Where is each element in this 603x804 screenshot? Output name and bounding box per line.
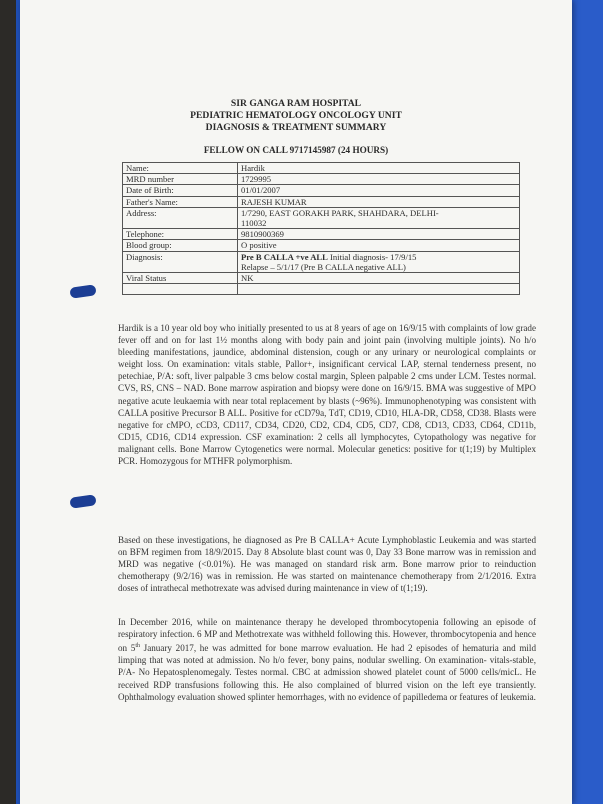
blue-folder — [16, 0, 603, 804]
diagnosis-value — [238, 251, 520, 272]
address-line-1: 1/7290, EAST GORAKH PARK, SHAHDARA, DELHI- — [241, 207, 439, 218]
diagnosis-relapse: Relapse – 5/1/17 (Pre B CALLA negative ALL) — [241, 261, 406, 272]
table-row — [123, 240, 520, 251]
blood-label: Blood group: — [123, 240, 238, 251]
address-value — [238, 207, 520, 228]
patient-info-table — [122, 162, 520, 295]
dob-value: 01/01/2007 — [238, 185, 520, 196]
father-value: RAJESH KUMAR — [238, 196, 520, 207]
name-value: Hardik — [238, 163, 520, 174]
blood-value: O positive — [238, 240, 520, 251]
table-row — [123, 273, 520, 284]
table-row — [123, 251, 520, 272]
address-line-2: 110032 — [241, 218, 267, 229]
punch-hole-bottom — [69, 494, 96, 509]
empty-cell — [123, 284, 238, 295]
father-label: Father's Name: — [123, 196, 238, 207]
table-row — [123, 229, 520, 240]
history-paragraph: Hardik is a 10 year old boy who initially presented to us at 8 years of age on 16/9/15 with complaints of low grade fever off and on for last 1½ months along with body pain and joint pain (involving multiple joints). No h/o bleeding manifestations, jaundice, abdominal distension, cough or any urinary or neurological complaints or weight loss. On examination: vitals stable, Pallor+, insignificant cervical LAP, sternal tenderness present, no petechiae, P/A: soft, liver palpable 3 cms below costal margin, Spleen palpable 2 cms under LCM. Testes normal. CVS, RS, CNS – NAD. Bone marrow aspiration and biopsy were done on 16/9/15. BMA was suggestive of MPO negative acute leukaemia with near total replacement by blasts (~96%). Immunophenotyping was consistent with CALLA positive Precursor B ALL. Positive for cCD79a, TdT, CD19, CD10, HLA-DR, CD58, CD38. Blasts were negative for cMPO, cCD3, CD117, CD34, CD20, CD2, CD4, CD5, CD7, CD8, CD13, CD33, CD64, CD11b, CD15, CD16, CD14 expression. CSF examination: 2 cells all lymphocytes, Cytopathology was negative for malignant cells. Bone Marrow Cytogenetics were normal. Molecular genetics: positive for t(1;19) by Multiplex PCR. Homozygous for MTHFR polymorphism. — [118, 323, 536, 467]
relapse-text-b: January 2017, he was admitted for bone marrow evaluation. He had 2 episodes of hematuria and mild limping that was noted at admission. No h/o fever, bony pains, nodular swelling. On examination- vitals-stable, P/A- No Hepatosplenomegaly. Testes normal. CBC at admission showed platelet count of 5000 cells/micL. He received RDP transfusions following this. He also complained of blurred vision on the left eye transiently. Ophthalmology evaluation showed splinter hemorrhages, with no evidence of papilledema or features of leukemia. — [118, 643, 536, 702]
mrd-value: 1729995 — [238, 174, 520, 185]
table-row — [123, 207, 520, 228]
document-title: DIAGNOSIS & TREATMENT SUMMARY — [205, 122, 387, 133]
phone-label: Telephone: — [123, 229, 238, 240]
name-label: Name: — [123, 163, 238, 174]
table-row — [123, 284, 520, 295]
unit-name: PEDIATRIC HEMATOLOGY ONCOLOGY UNIT — [190, 110, 402, 121]
phone-value: 9810900369 — [238, 229, 520, 240]
punch-hole-top — [69, 284, 96, 299]
relapse-paragraph — [118, 616, 536, 703]
mrd-label: MRD number — [123, 174, 238, 185]
diagnosis-initial: Initial diagnosis- 17/9/15 — [327, 251, 417, 262]
table-row — [123, 163, 520, 174]
document-page — [20, 0, 572, 804]
hospital-name: SIR GANGA RAM HOSPITAL — [230, 98, 362, 109]
dob-label: Date of Birth: — [123, 185, 238, 196]
table-row — [123, 196, 520, 207]
table-row — [123, 174, 520, 185]
diagnosis-main: Pre B CALLA +ve ALL — [241, 251, 328, 262]
viral-label: Viral Status — [123, 273, 238, 284]
empty-cell — [238, 284, 520, 295]
fellow-on-call: FELLOW ON CALL 9717145987 (24 HOURS) — [203, 145, 389, 155]
table-row — [123, 185, 520, 196]
treatment-paragraph: Based on these investigations, he diagnosed as Pre B CALLA+ Acute Lymphoblastic Leukemia and was started on BFM regimen from 18/9/2015. Day 8 Absolute blast count was 0, Day 33 Bone marrow was in remission and MRD was negative (<0.01%). He was managed on standard risk arm. Bone marrow prior to reinduction chemotherapy (9/2/16) was in remission. He was started on maintenance chemotherapy from 2/1/2016. Extra doses of intrathecal methotrexate was advised during maintenance in view of t(1;19). — [118, 535, 536, 594]
address-label: Address: — [123, 207, 238, 228]
diagnosis-label: Diagnosis: — [123, 251, 238, 272]
viral-value: NK — [238, 273, 520, 284]
relapse-text-a: In December 2016, while on maintenance therapy he developed thrombocytopenia following an episode of respiratory infection. 6 MP and Methotrexate was withheld following this. However, thrombocytopenia and hence on 5 — [118, 617, 536, 654]
relapse-superscript: th — [135, 643, 140, 650]
